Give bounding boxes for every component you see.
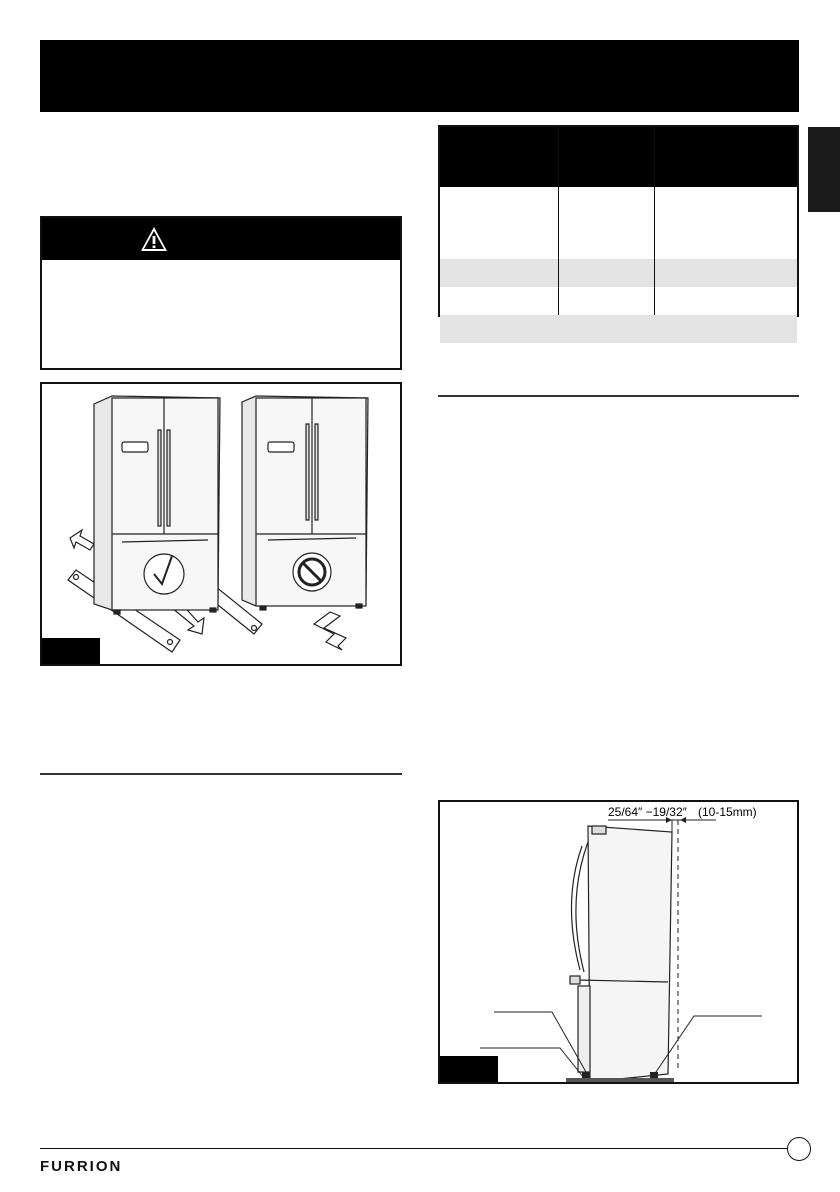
- warning-box: [40, 216, 402, 370]
- dimension-label: 25/64″ −19/32″: [608, 805, 687, 819]
- figure-tag: [440, 1056, 498, 1082]
- table-header-row: [440, 127, 797, 187]
- dimension-metric: (10-15mm): [698, 805, 757, 819]
- table-row: [440, 315, 797, 343]
- table-column-divider: [558, 127, 559, 315]
- leveling-illustration: [440, 802, 797, 1082]
- spec-table: [438, 125, 799, 317]
- table-row: [440, 259, 797, 288]
- section-divider-left: [40, 773, 402, 775]
- section-divider-right: [438, 395, 799, 397]
- table-row: [440, 187, 797, 260]
- page-number-circle: [787, 1137, 811, 1161]
- language-tab[interactable]: [808, 127, 840, 212]
- moving-illustration: [42, 384, 400, 664]
- warning-header: [42, 218, 400, 260]
- footer-rule: [40, 1148, 788, 1149]
- figure-tag: [42, 638, 100, 664]
- warning-triangle-icon: [140, 226, 168, 252]
- figure-leveling-side-view: [438, 800, 799, 1084]
- brand-logo: FURRION: [40, 1158, 123, 1175]
- table-row: [440, 287, 797, 316]
- page-header-bar: [40, 40, 799, 112]
- figure-moving-refrigerator: [40, 382, 402, 666]
- table-column-divider: [654, 127, 655, 315]
